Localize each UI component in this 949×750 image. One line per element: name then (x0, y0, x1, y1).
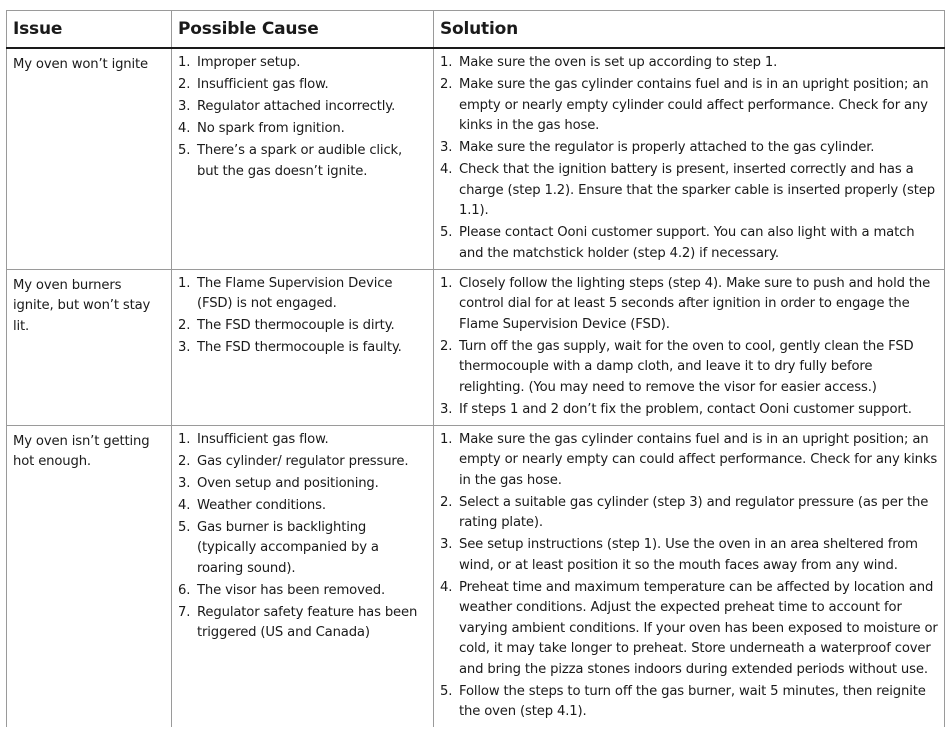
list-item (440, 53, 938, 74)
item-number: 5. (440, 683, 453, 699)
list-item (440, 274, 938, 336)
solution-cell (434, 48, 945, 269)
list-item (178, 474, 427, 495)
item-text: Insufficient gas flow. (197, 431, 329, 447)
item-text: The FSD thermocouple is dirty. (197, 318, 395, 333)
item-number: 4. (178, 497, 191, 513)
list-item (440, 160, 938, 222)
table-row (7, 425, 945, 727)
list-item (178, 53, 427, 74)
item-text: Make sure the regulator is properly attached to the gas cylinder. (459, 140, 875, 155)
item-text: The Flame Supervision Device (FSD) is not engaged. (197, 275, 393, 311)
item-text: Weather conditions. (197, 497, 326, 513)
list-item (178, 581, 427, 602)
item-number: 2. (178, 77, 191, 92)
item-number: 2. (440, 494, 453, 510)
item-text: Make sure the gas cylinder contains fuel and is in an upright position; an empty or nearly empty cylinder could affect performance. Check for any kinks in the gas hose. (459, 77, 929, 133)
item-number: 2. (178, 453, 191, 469)
item-number: 3. (178, 99, 191, 114)
item-text: Improper setup. (197, 55, 301, 70)
item-text: Check that the ignition battery is present, inserted correctly and has a charge (step 1.2). Ensure that the sparker cable is inserted properly (step 1.1). (459, 162, 935, 218)
cause-list (178, 53, 427, 182)
item-text: Regulator attached incorrectly. (197, 99, 396, 114)
list-item (440, 400, 938, 421)
item-text: Closely follow the lighting steps (step 4). Make sure to push and hold the control dial for at least 5 seconds after ignition in order to engage the Flame Supervision Device (FSD). (459, 275, 931, 332)
list-item (440, 223, 938, 264)
item-number: 3. (440, 140, 453, 155)
item-number: 3. (178, 340, 191, 355)
cause-cell (172, 48, 434, 269)
cause-cell (172, 425, 434, 727)
list-item (440, 138, 938, 159)
item-text: Select a suitable gas cylinder (step 3) and regulator pressure (as per the rating plate). (459, 494, 929, 530)
item-text: Gas burner is backlighting (typically accompanied by a roaring sound). (197, 519, 379, 576)
header-row (7, 11, 945, 49)
solution-cell (434, 269, 945, 425)
list-item (178, 274, 427, 315)
item-text: Please contact Ooni customer support. You can also light with a match and the matchstick holder (step 4.2) if necessary. (459, 225, 915, 261)
solution-list (440, 53, 938, 264)
issue-cell: My oven won’t ignite (7, 48, 172, 269)
header-possible-cause: Possible Cause (172, 11, 434, 49)
table-row (7, 269, 945, 425)
item-number: 5. (440, 225, 453, 240)
item-text: Preheat time and maximum temperature can be affected by location and weather conditions. Adjust the expected preheat time to account for varying ambient conditions. If your oven has been exposed to moisture or cold, it may take longer to preheat. Store underneath a waterproof cover and bring the pizza stones indoors during extended periods without use. (459, 579, 938, 677)
list-item (178, 452, 427, 473)
item-number: 7. (178, 604, 191, 620)
cause-list (178, 274, 427, 359)
list-item (178, 75, 427, 96)
item-text: Make sure the oven is set up according to step 1. (459, 55, 778, 70)
item-text: Regulator safety feature has been triggered (US and Canada) (197, 604, 418, 640)
item-number: 1. (178, 275, 191, 291)
item-text: There’s a spark or audible click, but the gas doesn’t ignite. (197, 143, 403, 179)
cause-list (178, 430, 427, 644)
list-item (178, 338, 427, 359)
solution-cell (434, 425, 945, 727)
solution-list (440, 274, 938, 421)
item-text: Make sure the gas cylinder contains fuel and is in an upright position; an empty or nearly empty can could affect performance. Check for any kinks in the gas hose. (459, 431, 938, 488)
item-number: 1. (178, 431, 191, 447)
item-number: 1. (440, 275, 453, 291)
solution-list (440, 430, 938, 723)
list-item (178, 430, 427, 451)
item-text: The FSD thermocouple is faulty. (197, 340, 402, 355)
issue-cell: My oven isn’t getting hot enough. (7, 425, 172, 727)
item-number: 2. (440, 77, 453, 92)
list-item (440, 337, 938, 399)
item-text: Oven setup and positioning. (197, 475, 379, 491)
item-number: 4. (440, 579, 453, 595)
item-text: Turn off the gas supply, wait for the oven to cool, gently clean the FSD thermocouple with a damp cloth, and leave it to dry fully before relighting. (You may need to remove the visor for easier access.) (459, 338, 914, 395)
list-item (178, 141, 427, 182)
item-text: Insufficient gas flow. (197, 77, 329, 92)
list-item (440, 535, 938, 576)
list-item (178, 496, 427, 517)
item-text: Gas cylinder/ regulator pressure. (197, 453, 409, 469)
list-item (178, 603, 427, 644)
item-text: If steps 1 and 2 don’t fix the problem, contact Ooni customer support. (459, 401, 912, 417)
item-number: 3. (440, 401, 453, 417)
header-solution: Solution (434, 11, 945, 49)
list-item (440, 75, 938, 137)
list-item (178, 97, 427, 118)
list-item (440, 430, 938, 492)
item-number: 2. (178, 318, 191, 333)
item-number: 1. (440, 431, 453, 447)
item-text: Follow the steps to turn off the gas burner, wait 5 minutes, then reignite the oven (step 4.1). (459, 683, 926, 719)
troubleshooting-table (6, 10, 945, 727)
item-number: 1. (440, 55, 453, 70)
item-number: 6. (178, 582, 191, 598)
item-number: 5. (178, 519, 191, 535)
list-item (440, 578, 938, 681)
item-text: See setup instructions (step 1). Use the oven in an area sheltered from wind, or at least position it so the mouth faces away from any wind. (459, 537, 918, 573)
list-item (178, 518, 427, 580)
header-issue: Issue (7, 11, 172, 49)
list-item (178, 119, 427, 140)
item-number: 4. (178, 121, 191, 136)
item-text: The visor has been removed. (197, 582, 385, 598)
item-number: 4. (440, 162, 453, 177)
issue-cell: My oven burners ignite, but won’t stay lit. (7, 269, 172, 425)
item-number: 1. (178, 55, 191, 70)
item-number: 3. (440, 537, 453, 552)
list-item (440, 682, 938, 723)
item-number: 5. (178, 143, 191, 158)
item-number: 2. (440, 338, 453, 354)
list-item (178, 316, 427, 337)
item-text: No spark from ignition. (197, 121, 345, 136)
item-number: 3. (178, 475, 191, 491)
list-item (440, 493, 938, 534)
table-row (7, 48, 945, 269)
cause-cell (172, 269, 434, 425)
